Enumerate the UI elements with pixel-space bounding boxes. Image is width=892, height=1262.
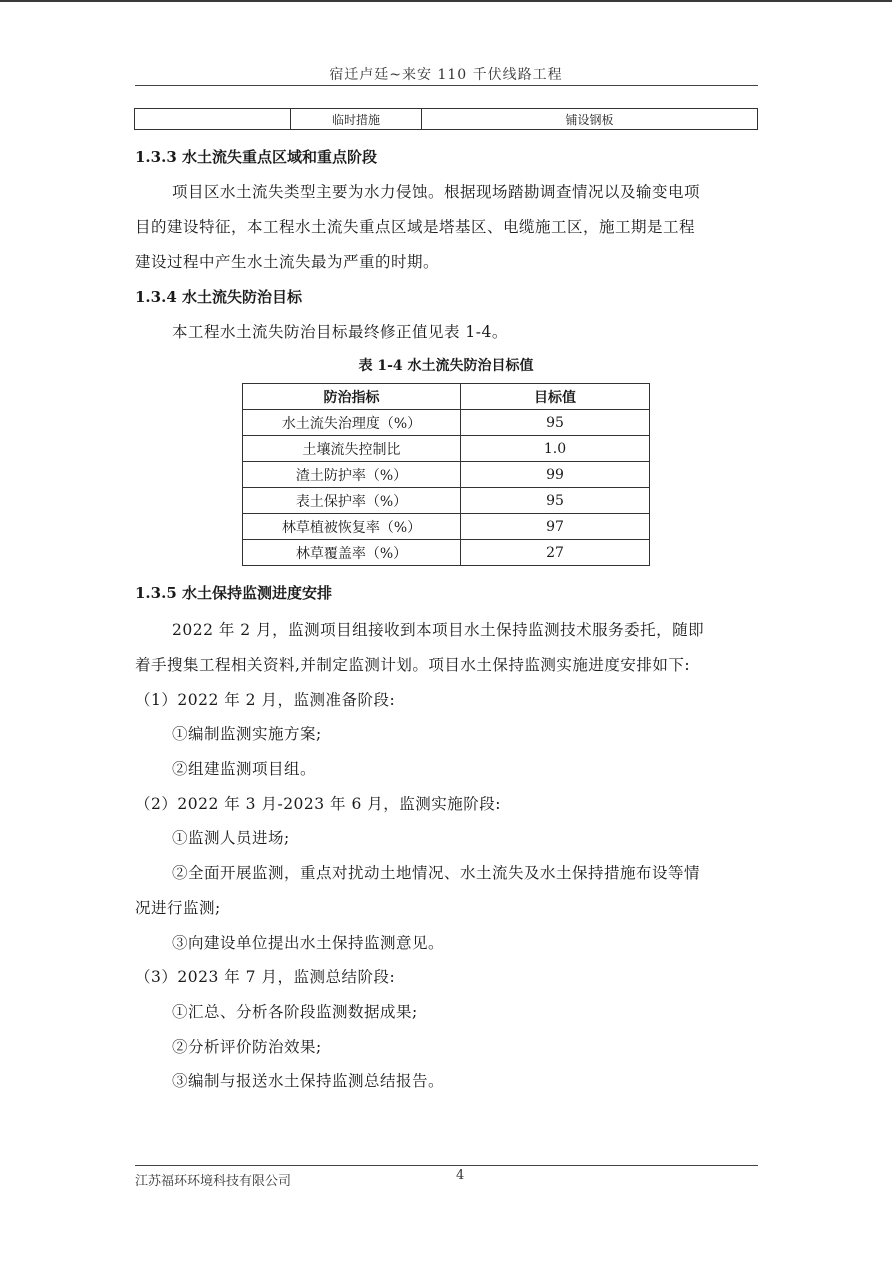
paragraph-line: 目的建设特征，本工程水土流失重点区域是塔基区、电缆施工区，施工期是工程: [135, 218, 696, 236]
list-item: （2）2022 年 3 月-2023 年 6 月，监测实施阶段:: [135, 795, 501, 813]
list-item: ①监测人员进场;: [172, 829, 290, 847]
table-cell: 铺设钢板: [422, 109, 758, 130]
footer-rule: [135, 1165, 758, 1166]
list-item: 况进行监测;: [135, 899, 221, 917]
table-cell: 99: [461, 462, 650, 488]
table-cell: 97: [461, 514, 650, 540]
prevention-target-table: [242, 383, 650, 566]
list-item: ②分析评价防治效果;: [172, 1038, 322, 1056]
paragraph-line: 建设过程中产生水土流失最为严重的时期。: [135, 253, 440, 271]
paragraph-line: 项目区水土流失类型主要为水力侵蚀。根据现场踏勘调查情况以及输变电项: [172, 183, 701, 201]
table-row: [243, 462, 650, 488]
column-header: 防治指标: [243, 384, 461, 410]
table-cell: 95: [461, 488, 650, 514]
table-row: [243, 540, 650, 566]
list-item: ③编制与报送水土保持监测总结报告。: [172, 1072, 445, 1090]
list-item: ①汇总、分析各阶段监测数据成果;: [172, 1003, 418, 1021]
table-cell: 土壤流失控制比: [243, 436, 461, 462]
table-cell: 27: [461, 540, 650, 566]
paragraph-line: 2022 年 2 月，监测项目组接收到本项目水土保持监测技术服务委托，随即: [172, 621, 705, 639]
list-item: ②组建监测项目组。: [172, 760, 317, 778]
list-item: ③向建设单位提出水土保持监测意见。: [172, 934, 445, 952]
table-cell: 临时措施: [291, 109, 422, 130]
page-number: 4: [456, 1168, 465, 1183]
section-heading-1-3-5: 1.3.5 水土保持监测进度安排: [135, 584, 332, 602]
table-row: [243, 488, 650, 514]
header-rule: [135, 85, 758, 86]
table-cell: [135, 109, 291, 130]
paragraph-line: 本工程水土流失防治目标最终修正值见表 1-4。: [172, 323, 508, 341]
table-header-row: [243, 384, 650, 410]
table-cell: 95: [461, 410, 650, 436]
table-row: [243, 410, 650, 436]
footer-company: 江苏福环环境科技有限公司: [135, 1174, 292, 1189]
table-caption: 表 1-4 水土流失防治目标值: [358, 358, 534, 374]
list-item: （3）2023 年 7 月，监测总结阶段:: [135, 968, 396, 986]
table-cell: 林草覆盖率（%）: [243, 540, 461, 566]
table-row: [243, 436, 650, 462]
continued-measures-table: [134, 108, 758, 130]
table-cell: 水土流失治理度（%）: [243, 410, 461, 436]
table-cell: 1.0: [461, 436, 650, 462]
list-item: ②全面开展监测，重点对扰动土地情况、水土流失及水土保持措施布设等情: [172, 864, 701, 882]
section-heading-1-3-3: 1.3.3 水土流失重点区域和重点阶段: [135, 148, 377, 166]
paragraph-line: 着手搜集工程相关资料,并制定监测计划。项目水土保持监测实施进度安排如下:: [135, 656, 691, 674]
list-item: （1）2022 年 2 月，监测准备阶段:: [135, 691, 396, 709]
table-row: [135, 109, 758, 130]
running-header-title: 宿迁卢廷~来安 110 千伏线路工程: [329, 67, 563, 83]
table-cell: 渣土防护率（%）: [243, 462, 461, 488]
list-item: ①编制监测实施方案;: [172, 725, 322, 743]
table-cell: 表土保护率（%）: [243, 488, 461, 514]
page-top-border: [0, 0, 892, 2]
table-cell: 林草植被恢复率（%）: [243, 514, 461, 540]
section-heading-1-3-4: 1.3.4 水土流失防治目标: [135, 288, 302, 306]
column-header: 目标值: [461, 384, 650, 410]
table-row: [243, 514, 650, 540]
